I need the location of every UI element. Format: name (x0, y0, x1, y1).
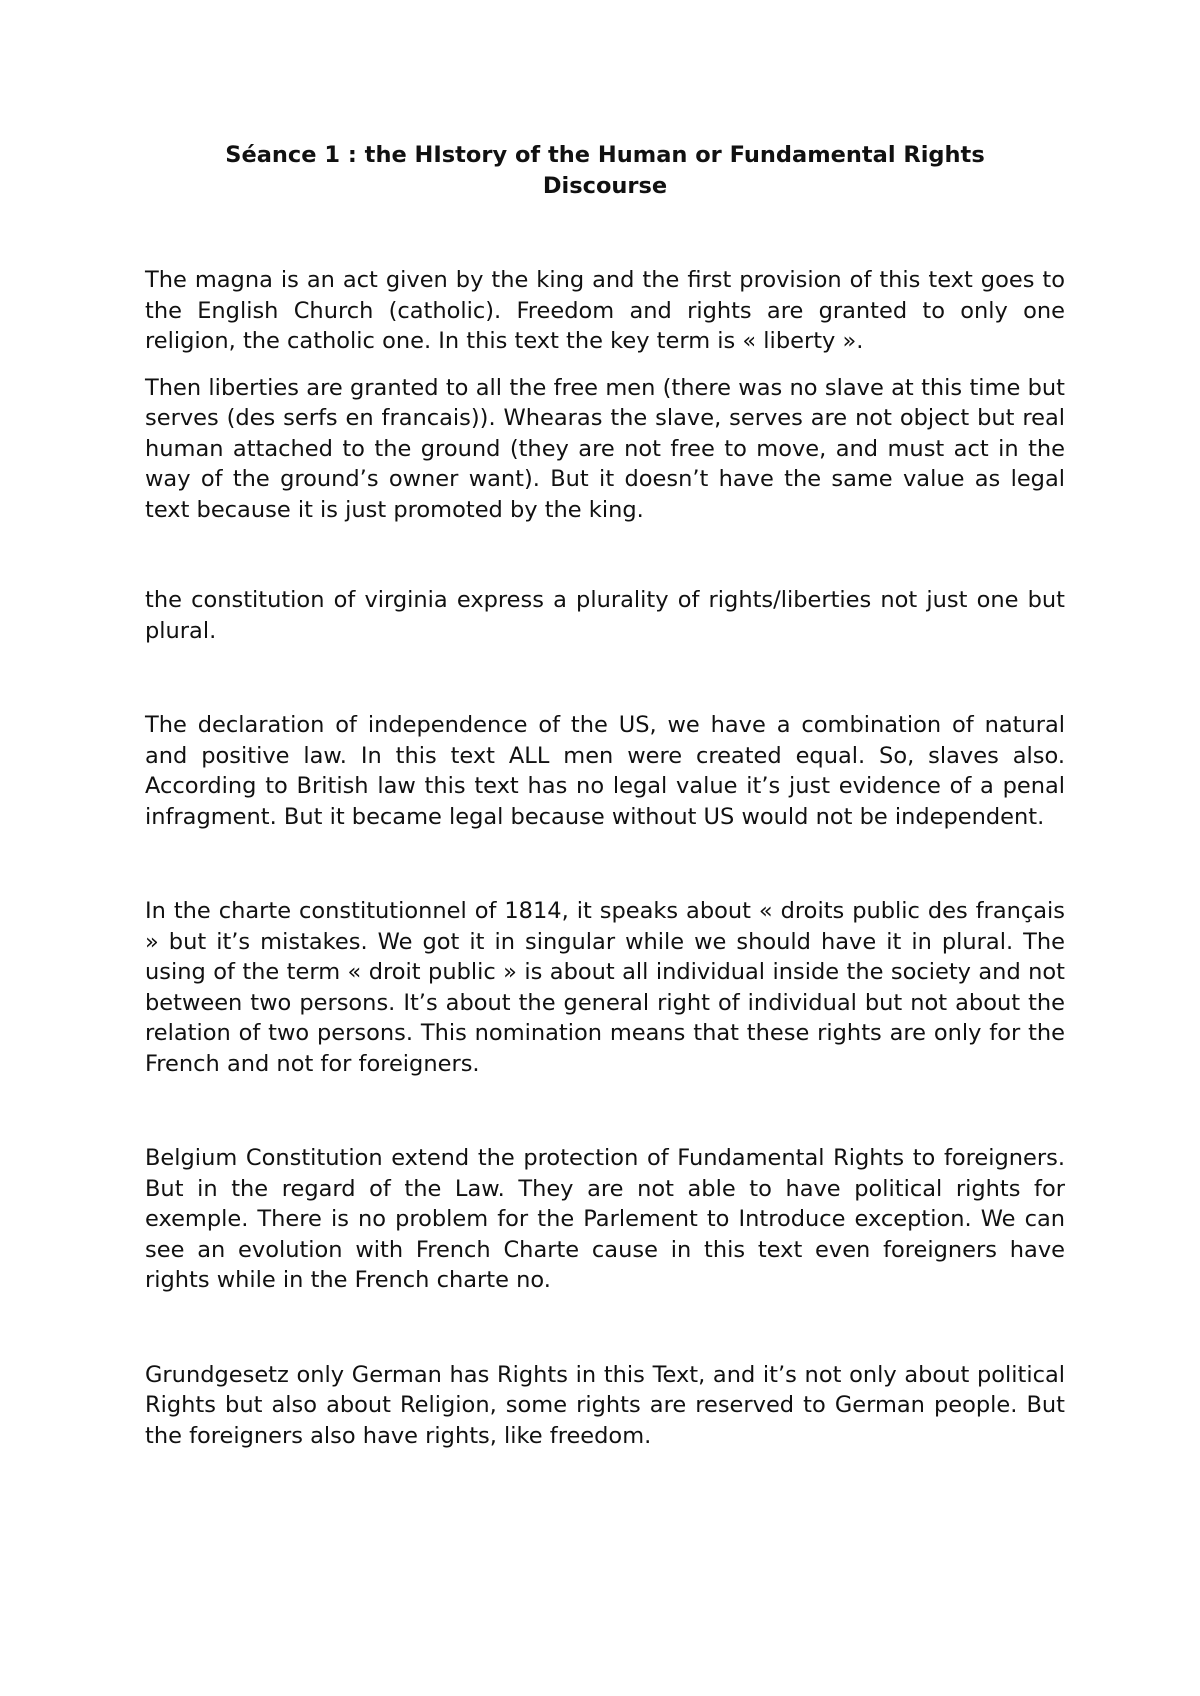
title-line-1: Séance 1 : the HIstory of the Human or Fundamental Rights (225, 142, 985, 168)
paragraph-charte-1814: In the charte constitutionnel of 1814, it speaks about « droits public des français » but it’s mistakes. We got it in singular while we should have it in plural. The using of the term « droit public » is about all individual inside the society and not between two persons. It’s about the general right of individual but not about the relation of two persons. This nomination means that these rights are only for the French and not for foreigners. (145, 898, 1065, 1077)
paragraph-belgium-constitution: Belgium Constitution extend the protection of Fundamental Rights to foreigners. But in the regard of the Law. They are not able to have political rights for exemple. There is no problem for the Parlement to Introduce exception. We can see an evolution with French Charte cause in this text even foreigners have rights while in the French charte no. (145, 1145, 1065, 1293)
document-page (145, 140, 1065, 1640)
paragraph-liberties: Then liberties are granted to all the free men (there was no slave at this time but serves (des serfs en francais)). Whearas the slave, serves are not object but real human attached to the ground (they are not free to move, and must act in the way of the ground’s owner want). But it doesn’t have the same value as legal text because it is just promoted by the king. (145, 374, 1065, 523)
document-title (145, 140, 1065, 201)
title-line-2: Discourse (542, 172, 668, 199)
paragraph-grundgesetz: Grundgesetz only German has Rights in this Text, and it’s not only about political Rights but also about Religion, some rights are reserved to German people. But the foreigners also have rights, like freedom. (145, 1361, 1065, 1449)
paragraph-virginia: the constitution of virginia express a plurality of rights/liberties not just one but plural. (145, 587, 1065, 644)
paragraph-magna-carta: The magna is an act given by the king and the first provision of this text goes to the English Church (catholic). Freedom and rights are granted to only one religion, the catholic one. In this text the key term is « liberty ». (145, 267, 1065, 354)
paragraph-declaration-independence: The declaration of independence of the US, we have a combination of natural and positive law. In this text ALL men were created equal. So, slaves also. According to British law this text has no legal value it’s just evidence of a penal infragment. But it became legal because without US would not be independent. (145, 712, 1065, 830)
